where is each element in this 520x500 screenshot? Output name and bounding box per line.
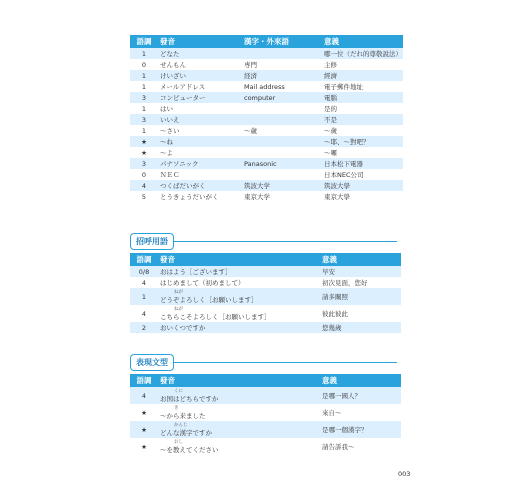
pronunciation-cell: つくばだいがく	[158, 180, 242, 191]
meaning-cell: 是的	[322, 103, 403, 114]
meaning-cell: 初次見面，您好	[320, 277, 401, 288]
greetings-section-title: 招呼用語	[130, 233, 174, 250]
kanji-cell: 東京大学	[242, 191, 322, 202]
vocabulary-row	[130, 103, 403, 114]
vocabulary-row	[130, 48, 403, 59]
accent-cell: 3	[130, 92, 158, 103]
accent-cell: 0	[130, 59, 158, 70]
pronunciation-cell	[158, 266, 320, 277]
pronunciation-cell	[158, 421, 320, 438]
pronunciation-cell: コンピューター	[158, 92, 242, 103]
phrase-text: ～から来ました	[160, 411, 206, 420]
patterns-row	[130, 438, 401, 455]
kanji-cell: 経済	[242, 70, 322, 81]
meaning-cell: 東京大學	[322, 191, 403, 202]
greetings-row	[130, 277, 401, 288]
vocabulary-row	[130, 180, 403, 191]
phrase-text: お国はどちらですか	[160, 394, 219, 403]
vocabulary-row	[130, 125, 403, 136]
kanji-cell: computer	[242, 92, 322, 103]
kanji-cell	[242, 147, 322, 158]
greetings-row	[130, 288, 401, 305]
accent-cell: 4	[130, 180, 158, 191]
accent-cell: ★	[130, 404, 158, 421]
ruby-reading: き	[174, 405, 179, 411]
greetings-row	[130, 266, 401, 277]
meaning-cell: 來自～	[320, 404, 401, 421]
meaning-cell: 早安	[320, 266, 401, 277]
phrase-text: おいくつですか	[160, 324, 206, 332]
accent-cell: 5	[130, 191, 158, 202]
accent-cell: 1	[130, 125, 158, 136]
pronunciation-cell: せんもん	[158, 59, 242, 70]
kanji-cell	[242, 169, 322, 180]
meaning-cell: 電腦	[322, 92, 403, 103]
kanji-cell: Panasonic	[242, 158, 322, 169]
header-pronunciation: 發音	[158, 374, 320, 387]
vocabulary-row	[130, 59, 403, 70]
accent-cell: ★	[130, 136, 158, 147]
patterns-row	[130, 387, 401, 404]
ruby-reading: くに	[174, 388, 183, 394]
meaning-cell: 筑波大學	[322, 180, 403, 191]
patterns-section-title: 表現文型	[130, 354, 174, 371]
ruby-reading: おし	[174, 439, 183, 445]
header-accent: 語調	[130, 35, 158, 48]
pronunciation-cell	[158, 288, 320, 305]
vocabulary-row	[130, 147, 403, 158]
greetings-table	[130, 253, 401, 333]
accent-cell: 0	[130, 169, 158, 180]
meaning-cell: 是哪一國人？	[320, 387, 401, 404]
accent-cell: 4	[130, 387, 158, 404]
header-pronunciation: 發音	[158, 253, 320, 266]
pronunciation-cell: どなた	[158, 48, 242, 59]
meaning-cell: 經濟	[322, 70, 403, 81]
accent-cell: 1	[130, 288, 158, 305]
accent-cell: ★	[130, 147, 158, 158]
pronunciation-cell	[158, 322, 320, 333]
phrase-text: どんな漢字ですか	[160, 428, 212, 437]
header-meaning: 意義	[322, 35, 403, 48]
kanji-cell	[242, 136, 322, 147]
accent-cell: ★	[130, 421, 158, 438]
accent-cell: 4	[130, 277, 158, 288]
pronunciation-cell: いいえ	[158, 114, 242, 125]
pronunciation-cell	[158, 277, 320, 288]
accent-cell: 1	[130, 48, 158, 59]
kanji-cell: 専門	[242, 59, 322, 70]
accent-cell: 4	[130, 305, 158, 322]
ruby-reading: かんじ	[174, 422, 188, 428]
meaning-cell: 您幾歲	[320, 322, 401, 333]
accent-cell: 1	[130, 70, 158, 81]
meaning-cell: 請告訴我～	[320, 438, 401, 455]
pronunciation-cell: とうきょうだいがく	[158, 191, 242, 202]
accent-cell: 3	[130, 158, 158, 169]
header-accent: 語調	[130, 374, 158, 387]
header-pronunciation: 發音	[158, 35, 242, 48]
phrase-text: はじめまして（初めまして）	[160, 279, 245, 287]
meaning-cell: 日本松下電器	[322, 158, 403, 169]
accent-cell: 3	[130, 114, 158, 125]
vocabulary-row	[130, 158, 403, 169]
patterns-row	[130, 421, 401, 438]
meaning-cell: 請多關照	[320, 288, 401, 305]
vocabulary-row	[130, 136, 403, 147]
meaning-cell: 日本NEC公司	[322, 169, 403, 180]
kanji-cell: Mail address	[242, 81, 322, 92]
kanji-cell	[242, 114, 322, 125]
meaning-cell: ～歲	[322, 125, 403, 136]
kanji-cell: ～歳	[242, 125, 322, 136]
meaning-cell: 哪一位（だれ的尊敬說法）	[324, 50, 402, 58]
pronunciation-cell: ～さい	[158, 125, 242, 136]
greetings-row	[130, 322, 401, 333]
vocabulary-header-row	[130, 35, 403, 48]
pronunciation-cell: はい	[158, 103, 242, 114]
pronunciation-cell: パナソニック	[158, 158, 242, 169]
header-kanji: 漢字・外來語	[242, 35, 322, 48]
pronunciation-cell	[158, 387, 320, 404]
pronunciation-cell: メールアドレス	[158, 81, 242, 92]
phrase-text: ～を教えてください	[160, 445, 219, 454]
pronunciation-cell	[158, 438, 320, 455]
phrase-text: おはよう［ございます］	[160, 268, 232, 276]
ruby-reading: ねが	[174, 306, 183, 312]
meaning-cell: 主修	[322, 59, 403, 70]
vocabulary-row	[130, 114, 403, 125]
meaning-cell: ～囉	[322, 147, 403, 158]
vocabulary-table	[130, 35, 403, 202]
kanji-cell	[242, 48, 322, 59]
accent-cell: 1	[130, 103, 158, 114]
vocabulary-row	[130, 169, 403, 180]
ruby-reading: ねが	[174, 289, 183, 295]
pronunciation-cell: ＮＥＣ	[158, 169, 242, 180]
meaning-cell: 不是	[322, 114, 403, 125]
phrase-text: こちらこそよろしく［お願いします］	[160, 312, 271, 321]
patterns-row	[130, 404, 401, 421]
vocabulary-row	[130, 70, 403, 81]
accent-cell: 0/8	[130, 266, 158, 277]
phrase-text: どうぞよろしく［お願いします］	[160, 295, 258, 304]
header-meaning: 意義	[320, 253, 401, 266]
patterns-header-row	[130, 374, 401, 387]
pronunciation-cell	[158, 305, 320, 322]
vocabulary-row	[130, 81, 403, 92]
kanji-cell: 筑波大学	[242, 180, 322, 191]
patterns-table	[130, 374, 401, 455]
pronunciation-cell	[158, 404, 320, 421]
meaning-cell: 是哪一個漢字？	[320, 421, 401, 438]
accent-cell: 2	[130, 322, 158, 333]
kanji-cell	[242, 103, 322, 114]
pronunciation-cell: けいざい	[158, 70, 242, 81]
meaning-cell: 彼此彼此	[320, 305, 401, 322]
vocabulary-row	[130, 92, 403, 103]
vocabulary-row	[130, 191, 403, 202]
pronunciation-cell: ～ね	[158, 136, 242, 147]
meaning-cell: ～耶、～對吧？	[322, 136, 403, 147]
greetings-header-row	[130, 253, 401, 266]
pronunciation-cell: ～よ	[158, 147, 242, 158]
greetings-row	[130, 305, 401, 322]
accent-cell: ★	[130, 438, 158, 455]
accent-cell: 1	[130, 81, 158, 92]
page-number: 003	[398, 470, 411, 478]
header-meaning: 意義	[320, 374, 401, 387]
meaning-cell: 電子郵件地址	[322, 81, 403, 92]
header-accent: 語調	[130, 253, 158, 266]
